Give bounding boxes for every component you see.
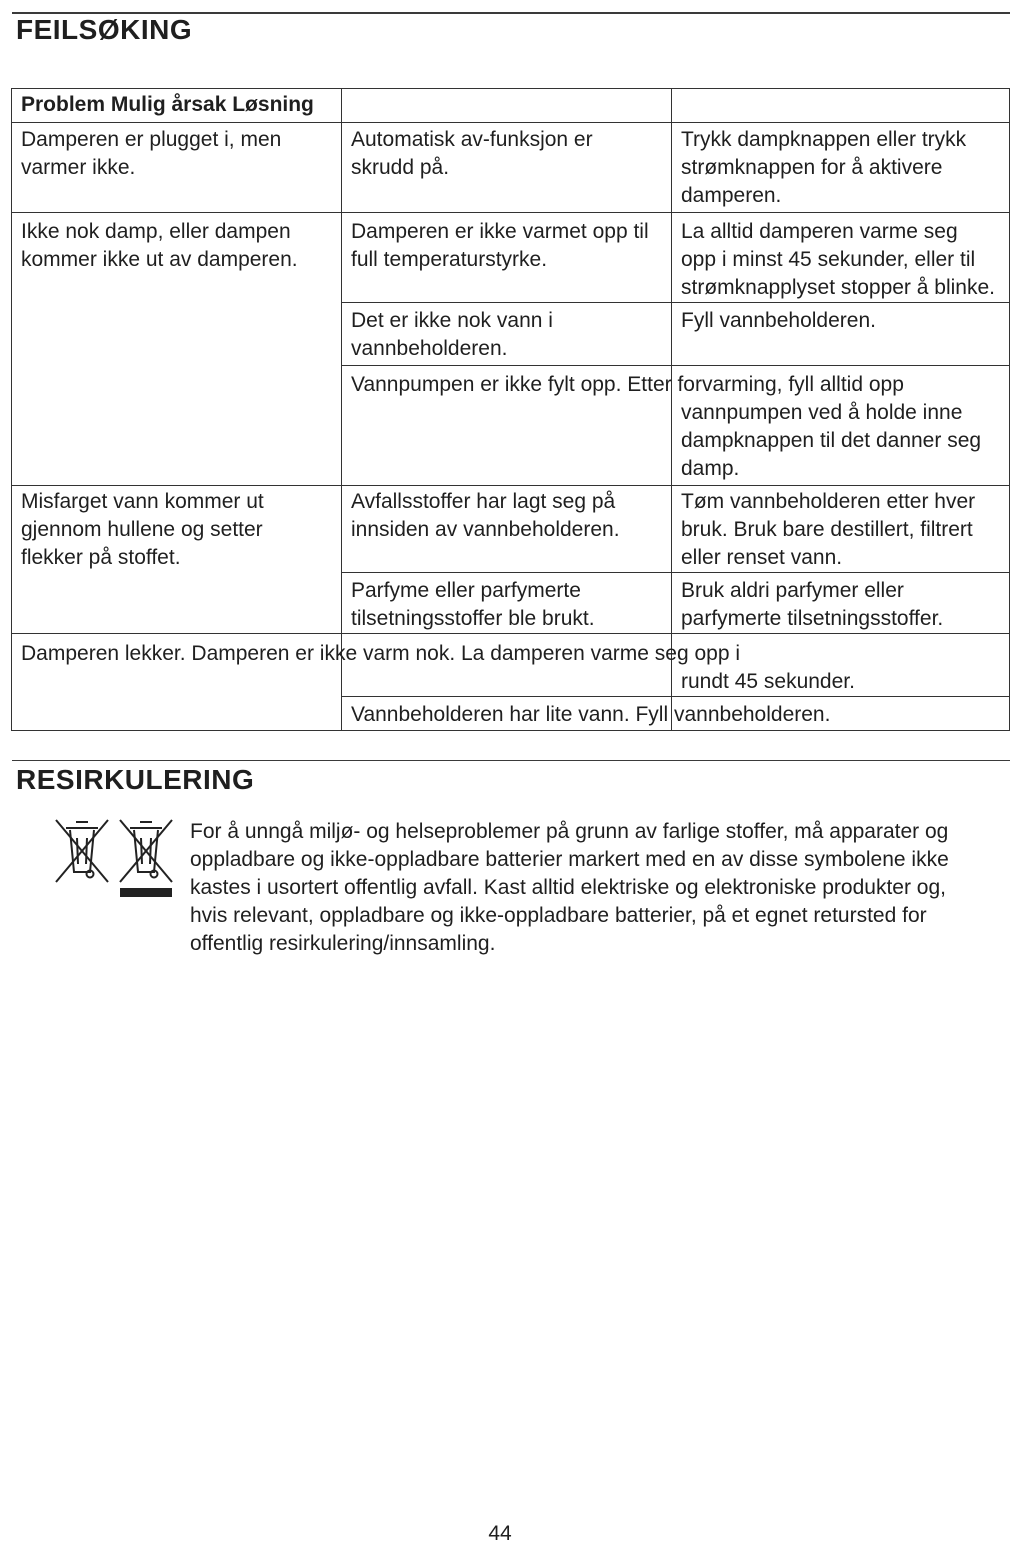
row-divider xyxy=(11,212,1010,213)
cause-cell: full temperaturstyrke. xyxy=(351,248,548,271)
solution-cell: dampknappen til det danner seg xyxy=(681,429,982,452)
table-header: Problem Mulig årsak Løsning xyxy=(21,93,314,116)
section-rule xyxy=(12,760,1010,761)
cause-cell: Automatisk av-funksjon er xyxy=(351,128,593,151)
solution-cell: strømknapplyset stopper å blinke. xyxy=(681,276,995,299)
troubleshooting-title: FEILSØKING xyxy=(16,14,193,45)
recycling-line: hvis relevant, oppladbare og ikke-oppladbare batterier, på et egnet retursted for xyxy=(190,904,927,927)
column-divider xyxy=(341,88,342,731)
table-border-bottom xyxy=(11,730,1010,731)
solution-cell: Trykk dampknappen eller trykk xyxy=(681,128,967,151)
recycling-line: oppladbare og ikke-oppladbare batterier markert med en av disse symbolene ikke xyxy=(190,848,949,871)
cause-cell: Vannbeholderen har lite vann. Fyll vannbeholderen. xyxy=(351,703,831,726)
solution-cell: vannpumpen ved å holde inne xyxy=(681,401,963,424)
solution-cell: opp i minst 45 sekunder, eller til xyxy=(681,248,976,271)
solution-cell: Bruk aldri parfymer eller xyxy=(681,579,904,602)
recycling-title: RESIRKULERING xyxy=(16,764,255,795)
recycling-line: For å unngå miljø- og helseproblemer på grunn av farlige stoffer, må apparater og xyxy=(190,820,949,843)
recycling-paragraph xyxy=(190,818,980,958)
problem-cell: Damperen lekker. Damperen er ikke varm nok. La damperen varme seg opp i xyxy=(21,642,741,665)
solution-cell: eller renset vann. xyxy=(681,546,843,569)
row-divider xyxy=(341,696,1010,697)
row-divider xyxy=(11,485,1010,486)
row-divider xyxy=(11,122,1010,123)
cause-cell: Det er ikke nok vann i xyxy=(351,309,553,332)
solution-cell: damperen. xyxy=(681,184,782,207)
cause-cell: tilsetningsstoffer ble brukt. xyxy=(351,607,595,630)
table-border-right xyxy=(1009,88,1010,731)
solution-cell: damp. xyxy=(681,457,740,480)
cause-cell: Parfyme eller parfymerte xyxy=(351,579,581,602)
solution-cell: strømknappen for å aktivere xyxy=(681,156,943,179)
table-border-left xyxy=(11,88,12,731)
cause-cell: vannbeholderen. xyxy=(351,337,508,360)
solution-cell: La alltid damperen varme seg xyxy=(681,220,958,243)
problem-cell: Misfarget vann kommer ut xyxy=(21,490,264,513)
row-divider xyxy=(341,302,1010,303)
solution-cell: parfymerte tilsetningsstoffer. xyxy=(681,607,944,630)
problem-cell: varmer ikke. xyxy=(21,156,136,179)
cause-cell: Vannpumpen er ikke fylt opp. Etter forvarming, fyll alltid opp xyxy=(351,373,904,396)
page-number: 44 xyxy=(488,1522,512,1545)
row-divider xyxy=(11,633,1010,634)
column-divider xyxy=(671,88,672,731)
table-border-top xyxy=(11,88,1010,89)
solution-cell: Fyll vannbeholderen. xyxy=(681,309,876,332)
recycling-line: kastes i usortert offentlig avfall. Kast alltid elektriske og elektroniske produkter og, xyxy=(190,876,946,899)
solution-cell: bruk. Bruk bare destillert, filtrert xyxy=(681,518,973,541)
row-divider xyxy=(341,572,1010,573)
row-divider xyxy=(341,365,1010,366)
problem-cell: Damperen er plugget i, men xyxy=(21,128,282,151)
problem-cell: gjennom hullene og setter xyxy=(21,518,263,541)
crossed-bin-icon xyxy=(52,818,112,884)
solution-cell: Tøm vannbeholderen etter hver xyxy=(681,490,976,513)
solution-cell: rundt 45 sekunder. xyxy=(681,670,855,693)
problem-cell: flekker på stoffet. xyxy=(21,546,181,569)
cause-cell: innsiden av vannbeholderen. xyxy=(351,518,620,541)
recycling-line: offentlig resirkulering/innsamling. xyxy=(190,932,496,955)
problem-cell: Ikke nok damp, eller dampen xyxy=(21,220,291,243)
cause-cell: skrudd på. xyxy=(351,156,450,179)
cause-cell: Avfallsstoffer har lagt seg på xyxy=(351,490,616,513)
cause-cell: Damperen er ikke varmet opp til xyxy=(351,220,649,243)
problem-cell: kommer ikke ut av damperen. xyxy=(21,248,298,271)
crossed-bin-bar-icon xyxy=(116,818,176,898)
